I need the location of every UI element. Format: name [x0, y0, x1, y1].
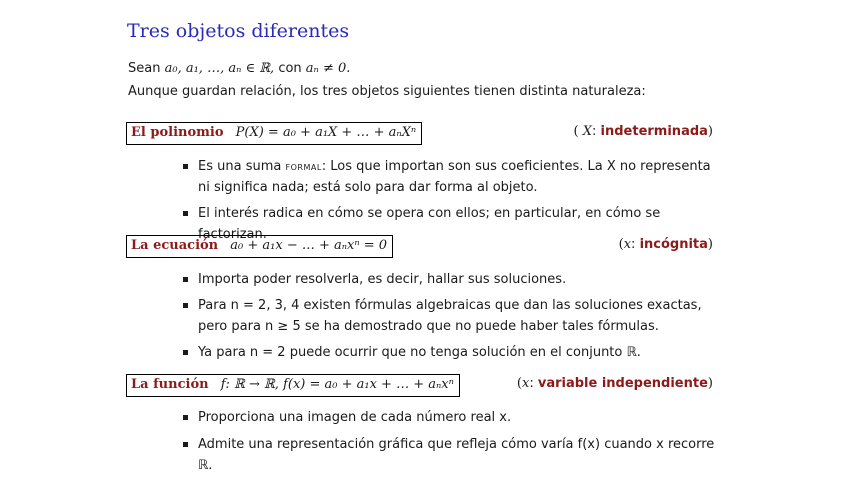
- bullet-icon: [183, 277, 188, 282]
- intro-math-2: aₙ ≠ 0.: [305, 61, 351, 76]
- bullet-pre: Es una suma: [198, 159, 282, 174]
- equation-label: incógnita: [639, 237, 708, 252]
- bullet-icon: [183, 442, 188, 447]
- function-box: [126, 374, 460, 397]
- intro-con: con: [278, 61, 302, 76]
- bullet-text: Ya para n = 2 puede ocurrir que no tenga solución en el conjunto ℝ.: [198, 345, 641, 360]
- function-label: variable independiente: [537, 376, 708, 391]
- equation-formula: a₀ + a₁x − … + aₙxⁿ = 0: [230, 238, 388, 253]
- bullet-icon: [183, 164, 188, 169]
- bullet-text: Admite una representación gráfica que refleja cómo varía f(x) cuando x recorre ℝ.: [198, 437, 715, 473]
- equation-note: (x: incógnita): [618, 237, 713, 252]
- intro-word: Sean: [128, 61, 161, 76]
- polynomial-label: indeterminada: [600, 124, 708, 139]
- equation-heading: La ecuación: [131, 238, 219, 253]
- polynomial-heading: El polinomio: [131, 125, 224, 140]
- intro-line-1: [128, 61, 350, 76]
- slide-title: Tres objetos diferentes: [127, 20, 350, 42]
- intro-math: a₀, a₁, …, aₙ ∈ ℝ,: [164, 61, 275, 76]
- list-item: [183, 295, 713, 337]
- list-item: [183, 342, 713, 363]
- bullet-text: El interés radica en cómo se opera con ellos; en particular, en cómo se factorizan.: [198, 206, 661, 242]
- bullet-icon: [183, 303, 188, 308]
- polynomial-var: X: [582, 124, 593, 139]
- bullet-post: : Los que importan son sus coeficientes. La X no representa ni significa nada; está solo para dar forma al objeto.: [198, 159, 711, 195]
- function-note: (x: variable independiente): [516, 376, 713, 391]
- function-heading: La función: [131, 377, 209, 392]
- bullet-icon: [183, 211, 188, 216]
- function-formula: f: ℝ → ℝ, f(x) = a₀ + a₁x + … + aₙxⁿ: [220, 377, 454, 392]
- bullet-icon: [183, 415, 188, 420]
- polynomial-note: ( X: indeterminada): [573, 124, 713, 139]
- list-item: [183, 156, 713, 198]
- bullet-smallcaps: formal: [285, 160, 322, 173]
- function-var: x: [521, 376, 530, 391]
- list-item: [183, 434, 715, 473]
- list-item: [183, 269, 713, 290]
- bullet-text: Para n = 2, 3, 4 existen fórmulas algebraicas que dan las soluciones exactas, pero para n ≥ 5 se ha demostrado que no puede haber tales fórmulas.: [198, 298, 702, 334]
- polynomial-formula: P(X) = a₀ + a₁X + … + aₙXⁿ: [235, 125, 417, 140]
- bullet-text: Importa poder resolverla, es decir, hallar sus soluciones.: [198, 272, 567, 287]
- list-item: [183, 203, 713, 242]
- bullet-text: Proporciona una imagen de cada número real x.: [198, 410, 512, 425]
- equation-box: [126, 235, 393, 258]
- equation-var: x: [623, 237, 632, 252]
- bullet-icon: [183, 350, 188, 355]
- intro-line-2: Aunque guardan relación, los tres objetos siguientes tienen distinta naturaleza:: [128, 84, 646, 99]
- list-item: [183, 407, 713, 428]
- polynomial-box: [126, 122, 422, 145]
